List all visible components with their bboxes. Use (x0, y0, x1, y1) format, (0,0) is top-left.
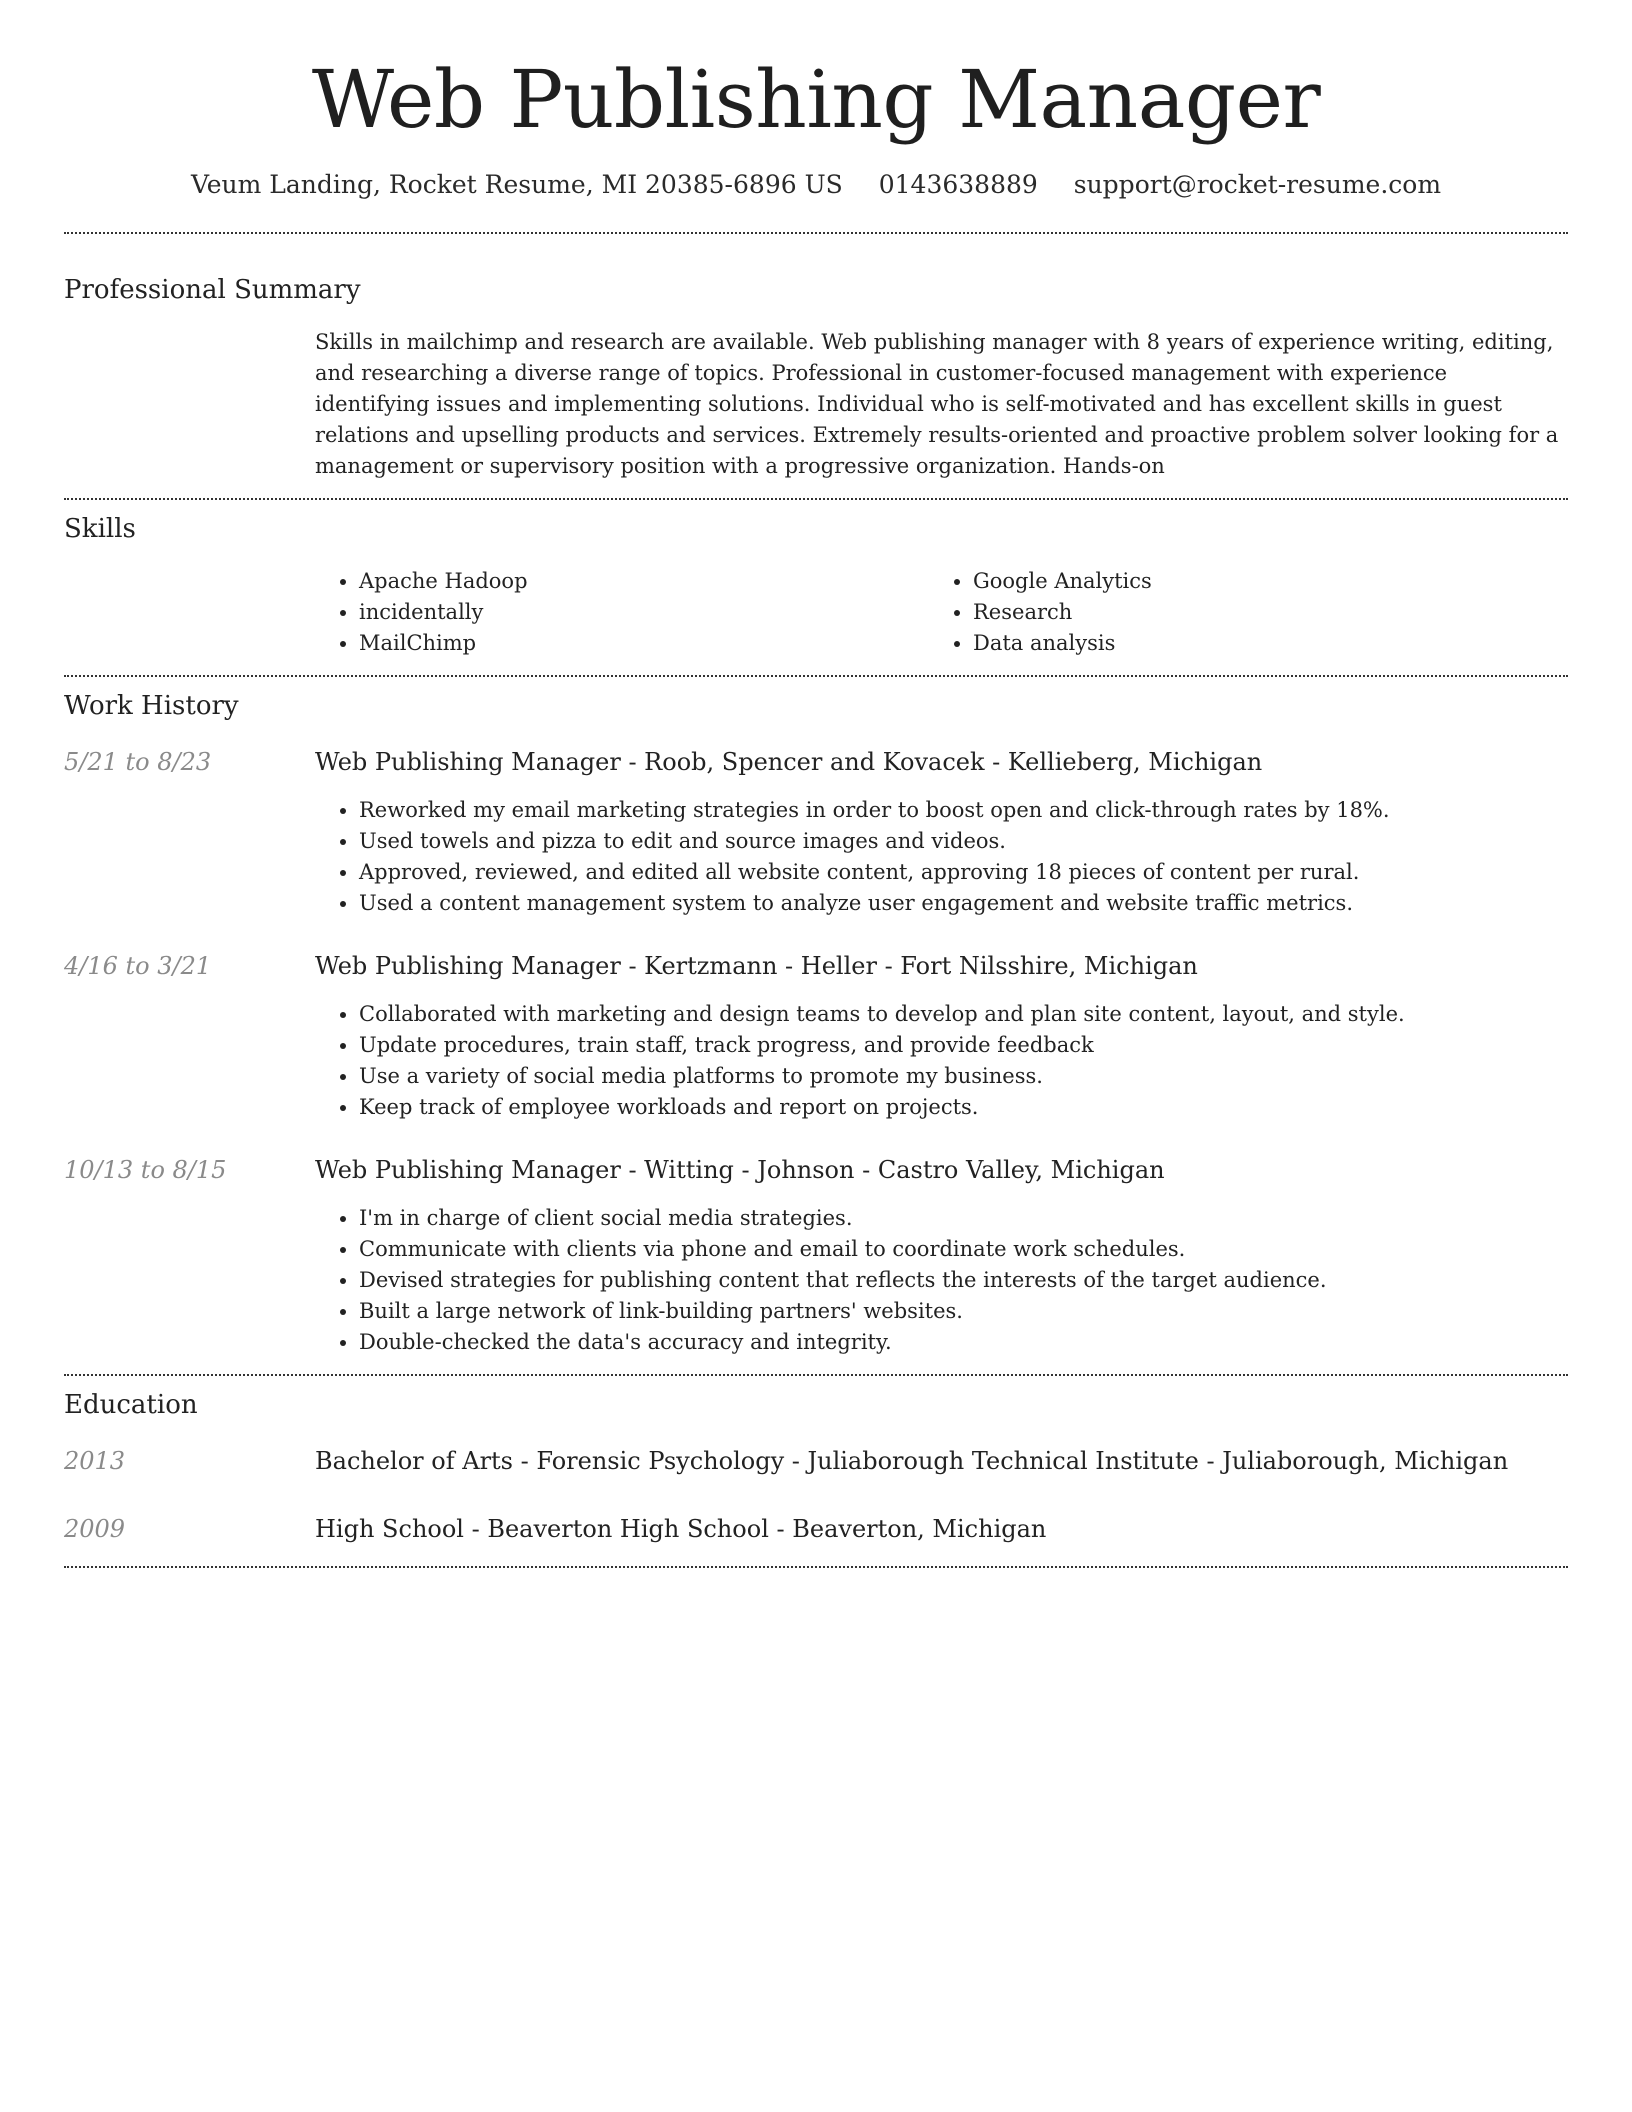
job-heading: Web Publishing Manager - Witting - Johnson - Castro Valley, Michigan (315, 1156, 1165, 1184)
skill-item: • Research (973, 597, 1543, 628)
skill-item: • Data analysis (973, 628, 1543, 659)
job-entry (64, 745, 1568, 919)
skills-column-1 (315, 566, 929, 659)
job-bullet: • Communicate with clients via phone and email to coordinate work schedules. (359, 1234, 1568, 1265)
job-bullets (315, 999, 1568, 1123)
job-bullets (315, 1203, 1568, 1358)
job-bullet: • Built a large network of link-building partners' websites. (359, 1296, 1568, 1327)
contact-address: Veum Landing, Rocket Resume, MI 20385-6896 US (190, 170, 843, 199)
job-bullet: • Use a variety of social media platforms to promote my business. (359, 1061, 1568, 1092)
contact-email: support@rocket-resume.com (1073, 170, 1442, 199)
job-dates: 10/13 to 8/15 (64, 1156, 227, 1184)
job-entry (64, 1153, 1568, 1358)
divider (64, 498, 1568, 500)
divider (64, 1374, 1568, 1376)
skill-item: • MailChimp (359, 628, 929, 659)
job-heading: Web Publishing Manager - Roob, Spencer and Kovacek - Kellieberg, Michigan (315, 748, 1263, 776)
education-heading: Education (64, 1390, 198, 1420)
job-bullet: • Used a content management system to analyze user engagement and website traffic metrics. (359, 888, 1568, 919)
job-bullet: • Reworked my email marketing strategies in order to boost open and click-through rates by 18%. (359, 795, 1568, 826)
resume-name: Web Publishing Manager (311, 53, 1321, 146)
education-heading-line: Bachelor of Arts - Forensic Psychology - Juliaborough Technical Institute - Juliaborough, Michigan (315, 1447, 1509, 1475)
summary-section (64, 273, 1568, 482)
skill-item: • Google Analytics (973, 566, 1543, 597)
skills-column-2 (929, 566, 1543, 659)
job-entry (64, 949, 1568, 1123)
divider (64, 232, 1568, 234)
education-year: 2013 (64, 1447, 126, 1475)
education-entry (64, 1444, 1568, 1478)
education-section (64, 1388, 1568, 1546)
education-heading-line: High School - Beaverton High School - Beaverton, Michigan (315, 1515, 1047, 1543)
job-dates: 5/21 to 8/23 (64, 748, 212, 776)
education-entry (64, 1512, 1568, 1546)
skills-heading: Skills (64, 514, 136, 544)
job-bullet: • Devised strategies for publishing content that reflects the interests of the target audience. (359, 1265, 1568, 1296)
work-history-section (64, 689, 1568, 1358)
contact-phone: 0143638889 (878, 170, 1038, 199)
job-heading: Web Publishing Manager - Kertzmann - Heller - Fort Nilsshire, Michigan (315, 952, 1198, 980)
job-bullet: • Double-checked the data's accuracy and integrity. (359, 1327, 1568, 1358)
skill-item: • Apache Hadoop (359, 566, 929, 597)
job-bullet: • Used towels and pizza to edit and source images and videos. (359, 826, 1568, 857)
job-bullet: • Update procedures, train staff, track progress, and provide feedback (359, 1030, 1568, 1061)
job-bullet: • Collaborated with marketing and design teams to develop and plan site content, layout, and style. (359, 999, 1568, 1030)
summary-text: Skills in mailchimp and research are available. Web publishing manager with 8 years of experience writing, editing, and researching a diverse range of topics. Professional in customer-focused management with experience identifying issues and implementing solutions. Individual who is self-motivated and has excellent skills in guest relations and upselling products and services. Extremely results-oriented and proactive problem solver looking for a management or supervisory position with a progressive organization. Hands-on (315, 330, 1559, 478)
resume-page (64, 0, 1568, 1568)
education-year: 2009 (64, 1515, 126, 1543)
work-history-heading: Work History (64, 691, 239, 721)
summary-heading: Professional Summary (64, 275, 361, 305)
divider (64, 675, 1568, 677)
job-bullets (315, 795, 1568, 919)
job-bullet: • Approved, reviewed, and edited all website content, approving 18 pieces of content per rural. (359, 857, 1568, 888)
skill-item: • incidentally (359, 597, 929, 628)
contact-line (64, 168, 1568, 202)
divider (64, 1566, 1568, 1568)
job-dates: 4/16 to 3/21 (64, 952, 212, 980)
skills-section (64, 512, 1568, 659)
job-bullet: • I'm in charge of client social media strategies. (359, 1203, 1568, 1234)
skills-list (315, 566, 1568, 659)
job-bullet: • Keep track of employee workloads and report on projects. (359, 1092, 1568, 1123)
